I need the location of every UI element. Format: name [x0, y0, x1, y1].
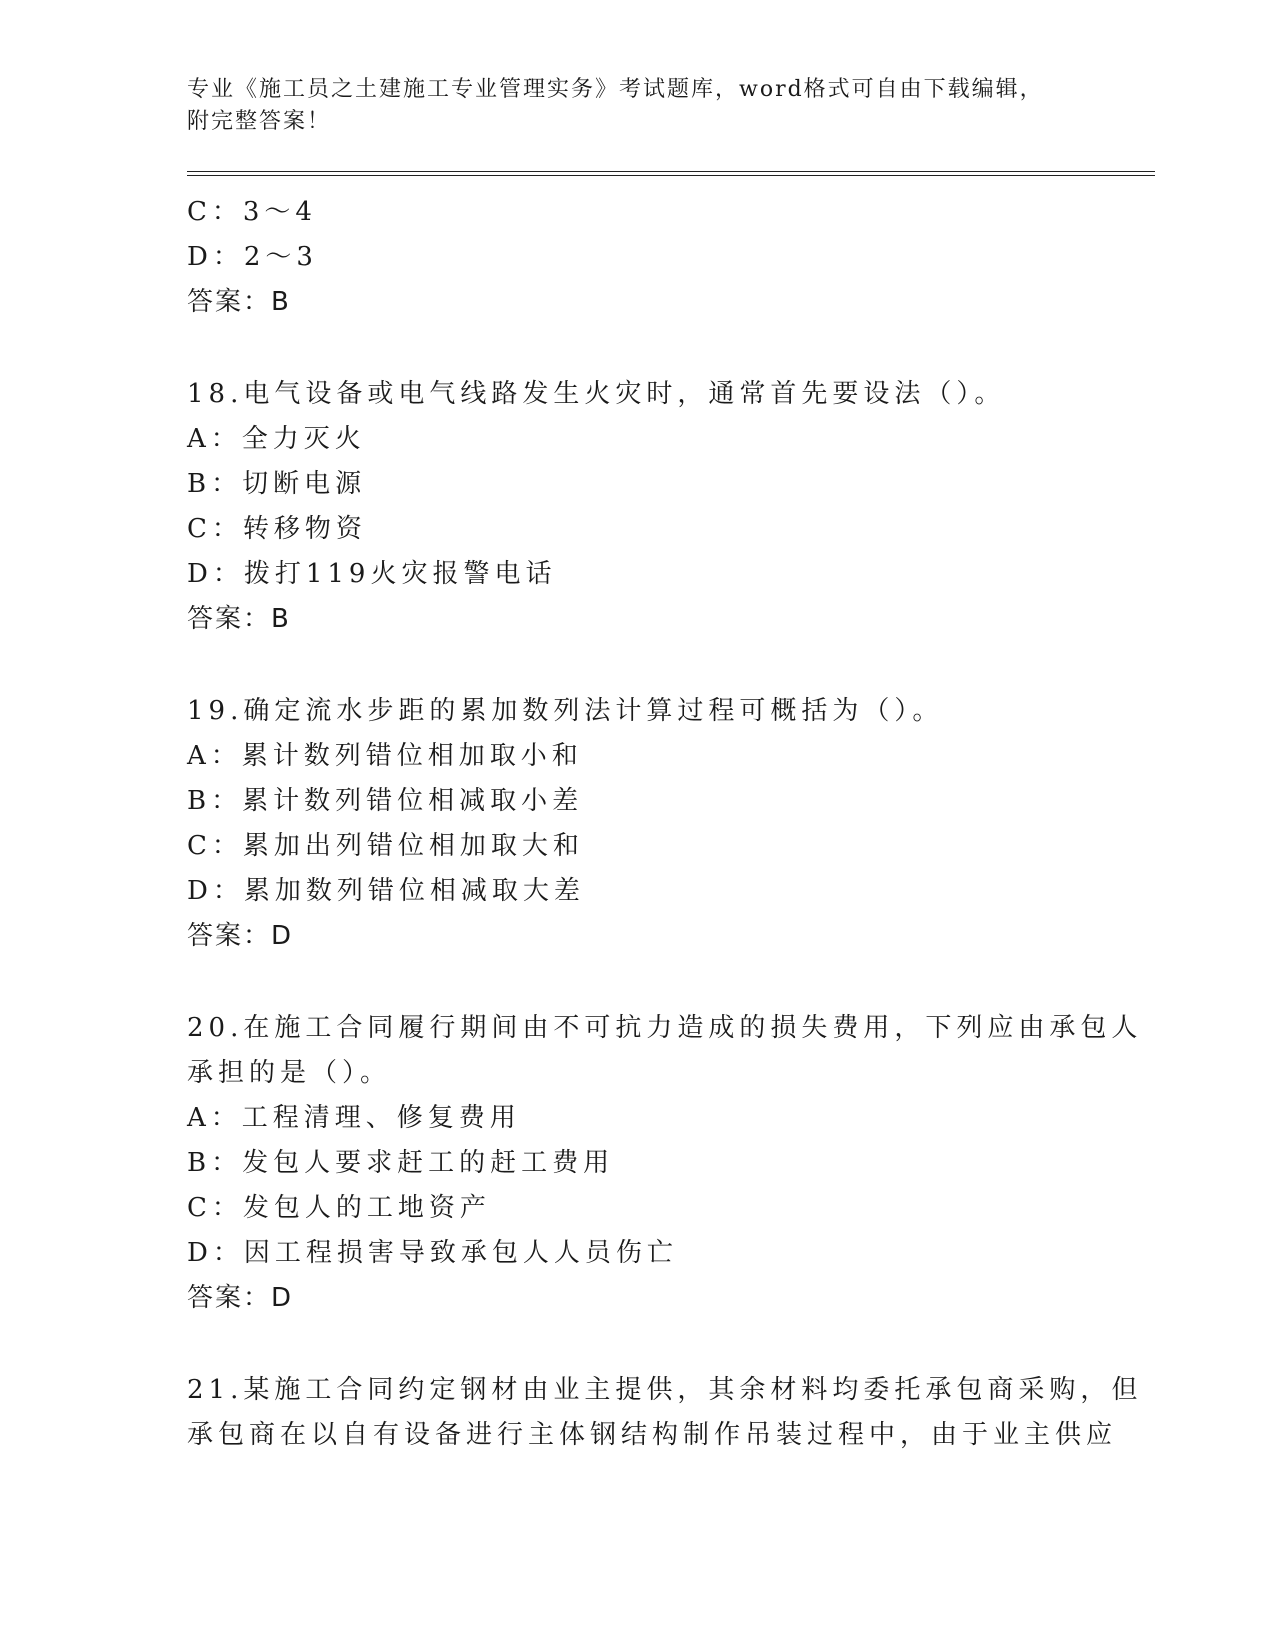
option-a: A：工程清理、修复费用 [187, 1103, 521, 1133]
header-line-2: 附完整答案！ [187, 109, 332, 134]
prev-question [187, 190, 1087, 325]
option-d: D：拨打119火灾报警电话 [187, 559, 557, 589]
option-c: C：3～4 [187, 197, 317, 227]
option-d: D：因工程损害导致承包人人员伤亡 [187, 1238, 678, 1268]
header-line-1: 专业《施工员之土建施工专业管理实务》考试题库，word格式可自由下载编辑， [187, 77, 1044, 102]
option-b: B：发包人要求赶工的赶工费用 [187, 1148, 615, 1178]
option-c: C：累加出列错位相加取大和 [187, 831, 584, 861]
answer: 答案：D [187, 1283, 294, 1313]
option-a: A：全力灭火 [187, 424, 366, 454]
answer: 答案：B [187, 604, 291, 634]
question-text-line-1: 21.某施工合同约定钢材由业主提供，其余材料均委托承包商采购，但 [187, 1375, 1143, 1405]
question-text: 18.电气设备或电气线路发生火灾时，通常首先要设法（）。 [187, 379, 1006, 409]
question-list [187, 190, 1143, 1458]
question-19 [187, 689, 1087, 959]
option-d: D：2～3 [187, 242, 318, 272]
answer: 答案：D [187, 921, 294, 951]
question-18 [187, 372, 1087, 642]
question-21 [187, 1368, 1143, 1458]
option-b: B：累计数列错位相减取小差 [187, 786, 584, 816]
option-c: C：转移物资 [187, 514, 367, 544]
document-header [187, 74, 1087, 138]
header-rule-top [187, 171, 1155, 172]
question-20 [187, 1006, 1143, 1321]
option-d: D：累加数列错位相减取大差 [187, 876, 585, 906]
option-b: B：切断电源 [187, 469, 367, 499]
question-text-line-2: 承担的是（）。 [187, 1058, 392, 1088]
header-rule-bottom [187, 175, 1155, 176]
answer: 答案：B [187, 287, 291, 317]
option-c: C：发包人的工地资产 [187, 1193, 491, 1223]
question-text-line-1: 20.在施工合同履行期间由不可抗力造成的损失费用，下列应由承包人 [187, 1013, 1143, 1043]
question-text: 19.确定流水步距的累加数列法计算过程可概括为（）。 [187, 696, 944, 726]
option-a: A：累计数列错位相加取小和 [187, 741, 583, 771]
question-text-line-2: 承包商在以自有设备进行主体钢结构制作吊装过程中，由于业主供应 [187, 1420, 1118, 1450]
